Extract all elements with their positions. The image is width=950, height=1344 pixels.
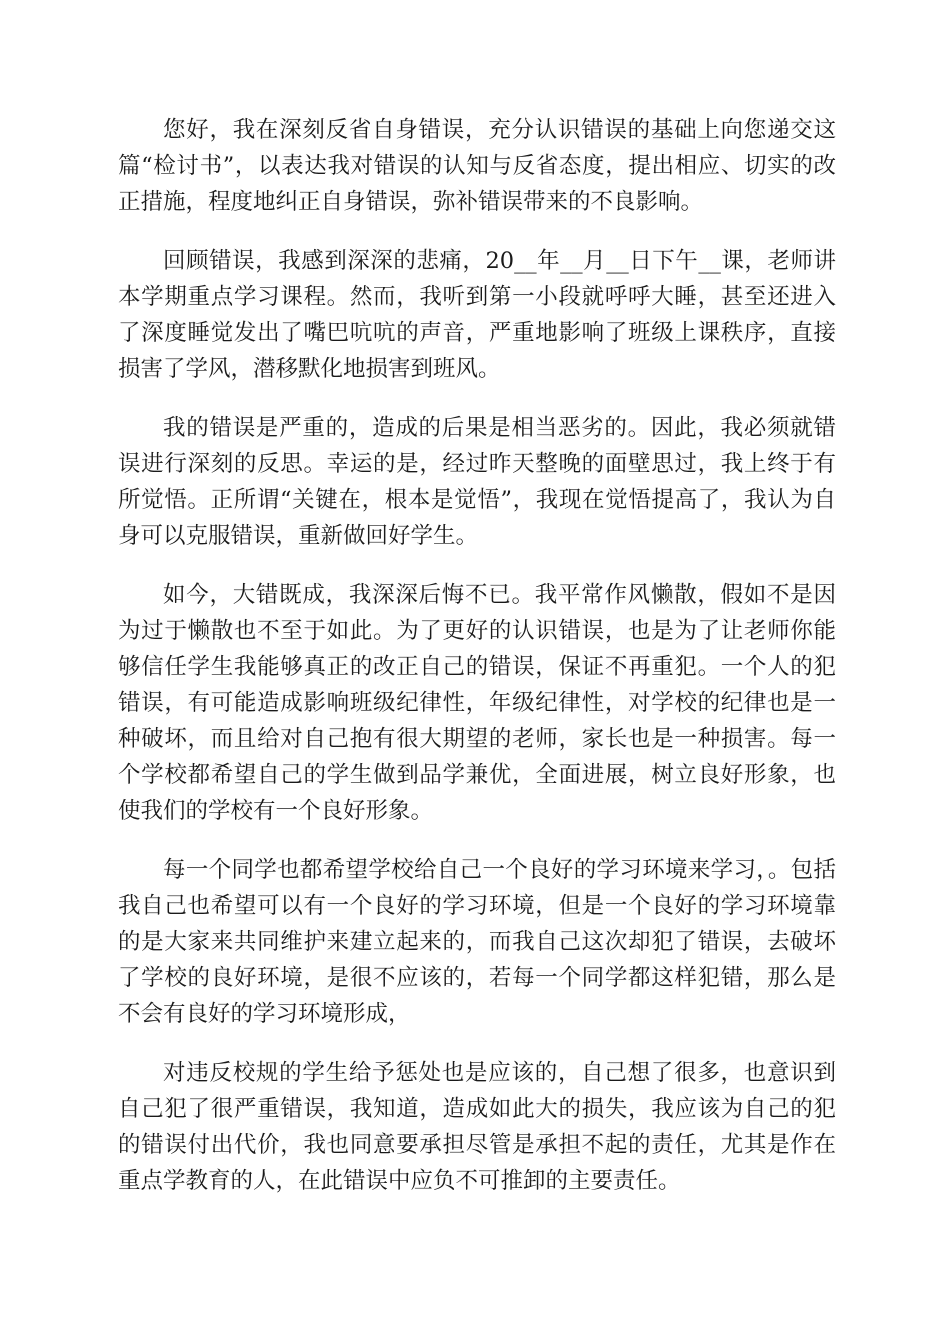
paragraph-regret: 如今，大错既成，我深深后悔不已。我平常作风懒散，假如不是因为过于懒散也不至于如此。为了更好的认识错误，也是为了让老师你能够信任学生我能够真正的改正自己的错误，保证不再重犯。一个人的犯错误，有可能造成影响班级纪律性，年级纪律性，对学校的纪律也是一种破坏，而且给对自己抱有很大期望的老师，家长也是一种损害。每一个学校都希望自己的学生做到品学兼优，全面进展，树立良好形象，也使我们的学校有一个良好形象。 [118,582,836,824]
paragraph-greeting: 您好，我在深刻反省自身错误，充分认识错误的基础上向您递交这篇“检讨书”，以表达我对错误的认知与反省态度，提出相应、切实的改正措施，程度地纠正自身错误，弥补错误带来的不良影响。 [118,117,836,215]
paragraph-review: 回顾错误，我感到深深的悲痛，20__年__月__日下午__课，老师讲本学期重点学习课程。然而，我听到第一小段就呼呼大睡，甚至还进入了深度睡觉发出了嘴巴吭吭的声音，严重地影响了班级上课秩序，直接损害了学风，潜移默化地损害到班风。 [118,248,836,382]
paragraph-responsibility: 对违反校规的学生给予惩处也是应该的，自己想了很多，也意识到自己犯了很严重错误，我知道，造成如此大的损失，我应该为自己的犯的错误付出代价，我也同意要承担尽管是承担不起的责任，尤其是作在重点学教育的人，在此错误中应负不可推卸的主要责任。 [118,1060,836,1194]
paragraph-environment: 每一个同学也都希望学校给自己一个良好的学习环境来学习，。包括我自己也希望可以有一个良好的学习环境，但是一个良好的学习环境靠的是大家来共同维护来建立起来的，而我自己这次却犯了错误，去破坏了学校的良好环境，是很不应该的，若每一个同学都这样犯错，那么是不会有良好的学习环境形成， [118,857,836,1027]
paragraph-reflection: 我的错误是严重的，造成的后果是相当恶劣的。因此，我必须就错误进行深刻的反思。幸运的是，经过昨天整晚的面壁思过，我上终于有所觉悟。正所谓“关键在，根本是觉悟”，我现在觉悟提高了，我认为自身可以克服错误，重新做回好学生。 [118,415,836,549]
document-body [118,112,836,1199]
